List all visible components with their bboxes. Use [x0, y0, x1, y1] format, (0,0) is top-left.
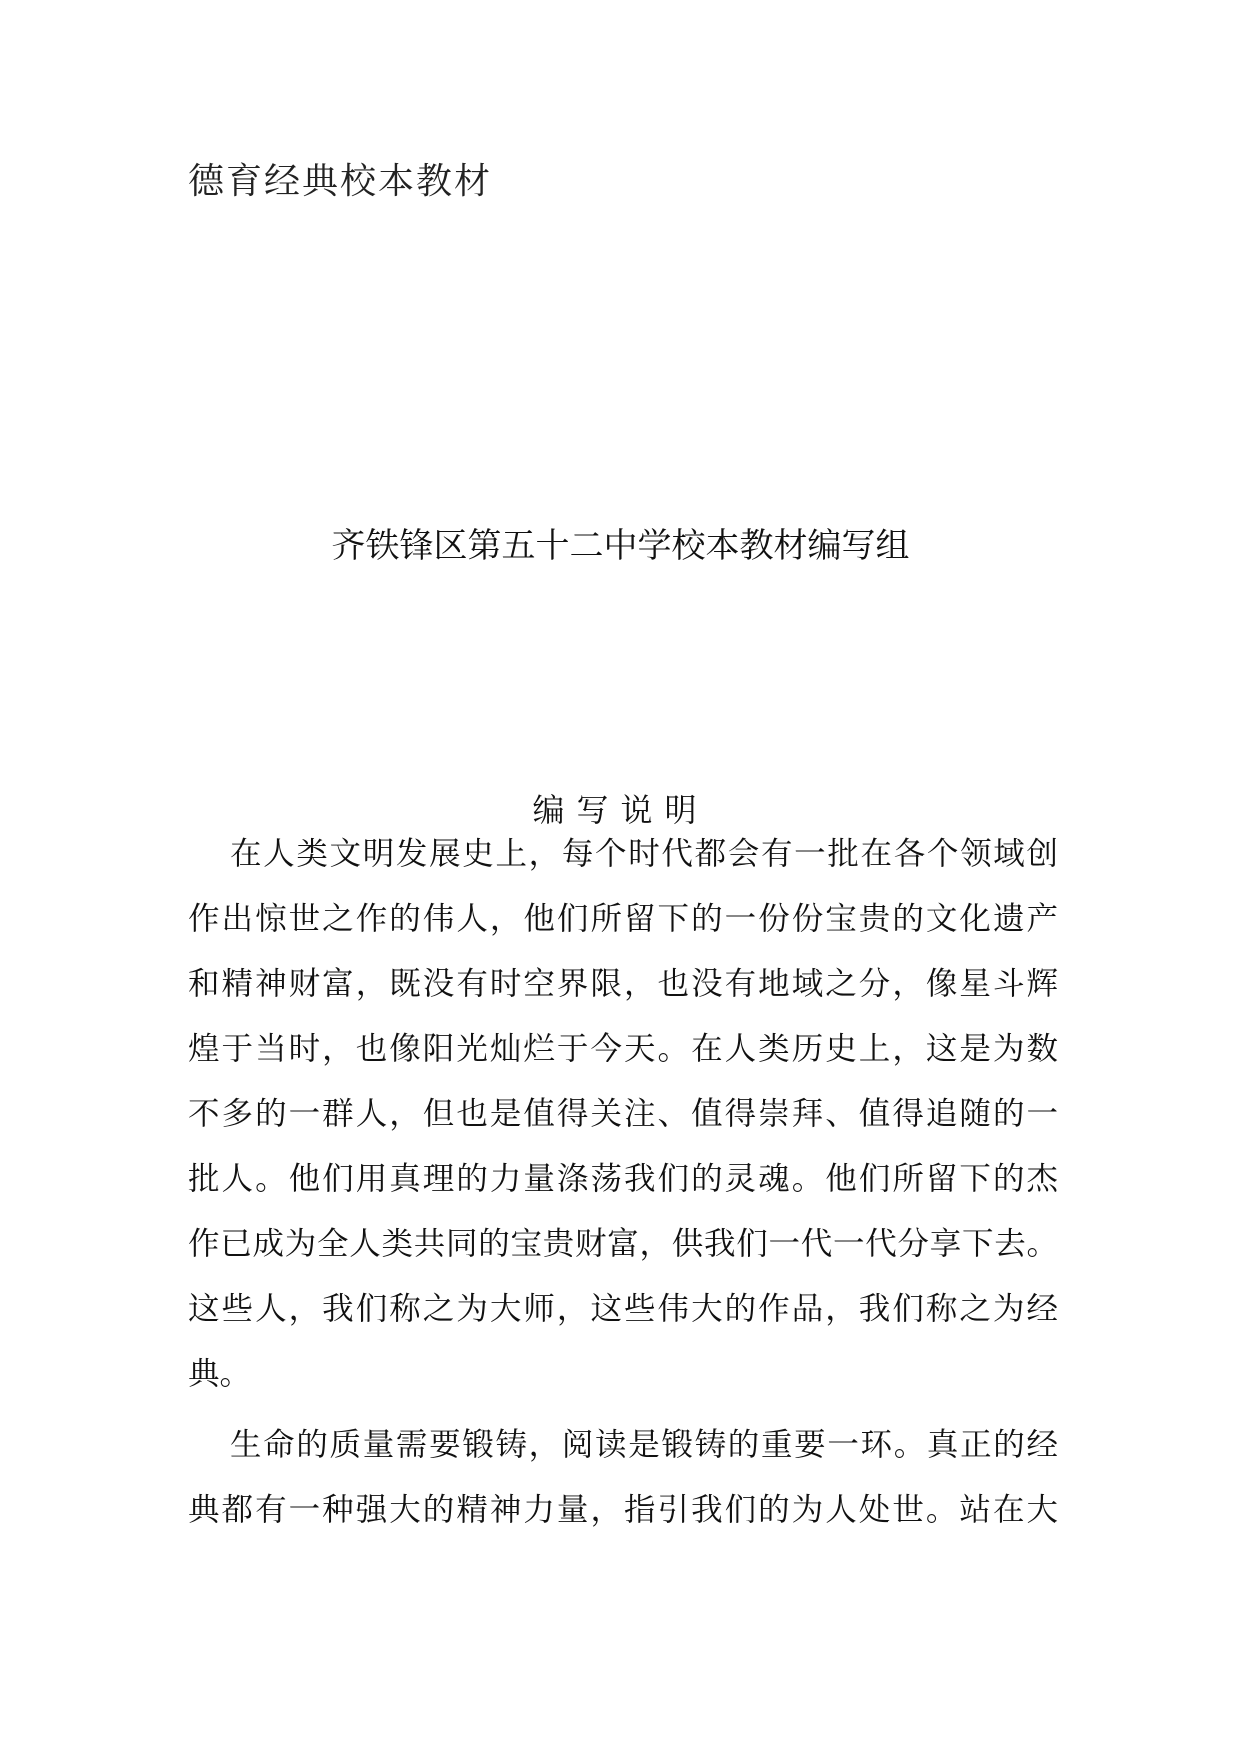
author-line: 齐铁锋区第五十二中学校本教材编写组 — [331, 526, 910, 566]
paragraph-line: 典。 — [188, 1356, 252, 1392]
paragraph-line: 和精神财富，既没有时空界限，也没有地域之分，像星斗辉 — [188, 966, 1058, 1002]
paragraph-line: 批人。他们用真理的力量涤荡我们的灵魂。他们所留下的杰 — [188, 1161, 1058, 1197]
paragraph-line: 作出惊世之作的伟人，他们所留下的一份份宝贵的文化遗产 — [188, 901, 1058, 937]
document-title: 德育经典校本教材 — [188, 161, 493, 202]
paragraph-line: 作已成为全人类共同的宝贵财富，供我们一代一代分享下去。 — [188, 1226, 1058, 1262]
paragraph-line: 不多的一群人，但也是值得关注、值得崇拜、值得追随的一 — [188, 1096, 1058, 1132]
section-heading: 编写说明 — [532, 791, 709, 829]
paragraph-line: 生命的质量需要锻铸，阅读是锻铸的重要一环。真正的经 — [230, 1427, 1058, 1463]
body-text — [188, 822, 1058, 1543]
paragraph-line: 煌于当时，也像阳光灿烂于今天。在人类历史上，这是为数 — [188, 1031, 1058, 1067]
paragraph-line: 典都有一种强大的精神力量，指引我们的为人处世。站在大 — [188, 1492, 1058, 1528]
paragraph-line: 这些人，我们称之为大师，这些伟大的作品，我们称之为经 — [188, 1291, 1058, 1327]
paragraph — [188, 1413, 1058, 1543]
paragraph-line: 在人类文明发展史上，每个时代都会有一批在各个领域创 — [230, 836, 1058, 872]
paragraph — [188, 822, 1058, 1407]
